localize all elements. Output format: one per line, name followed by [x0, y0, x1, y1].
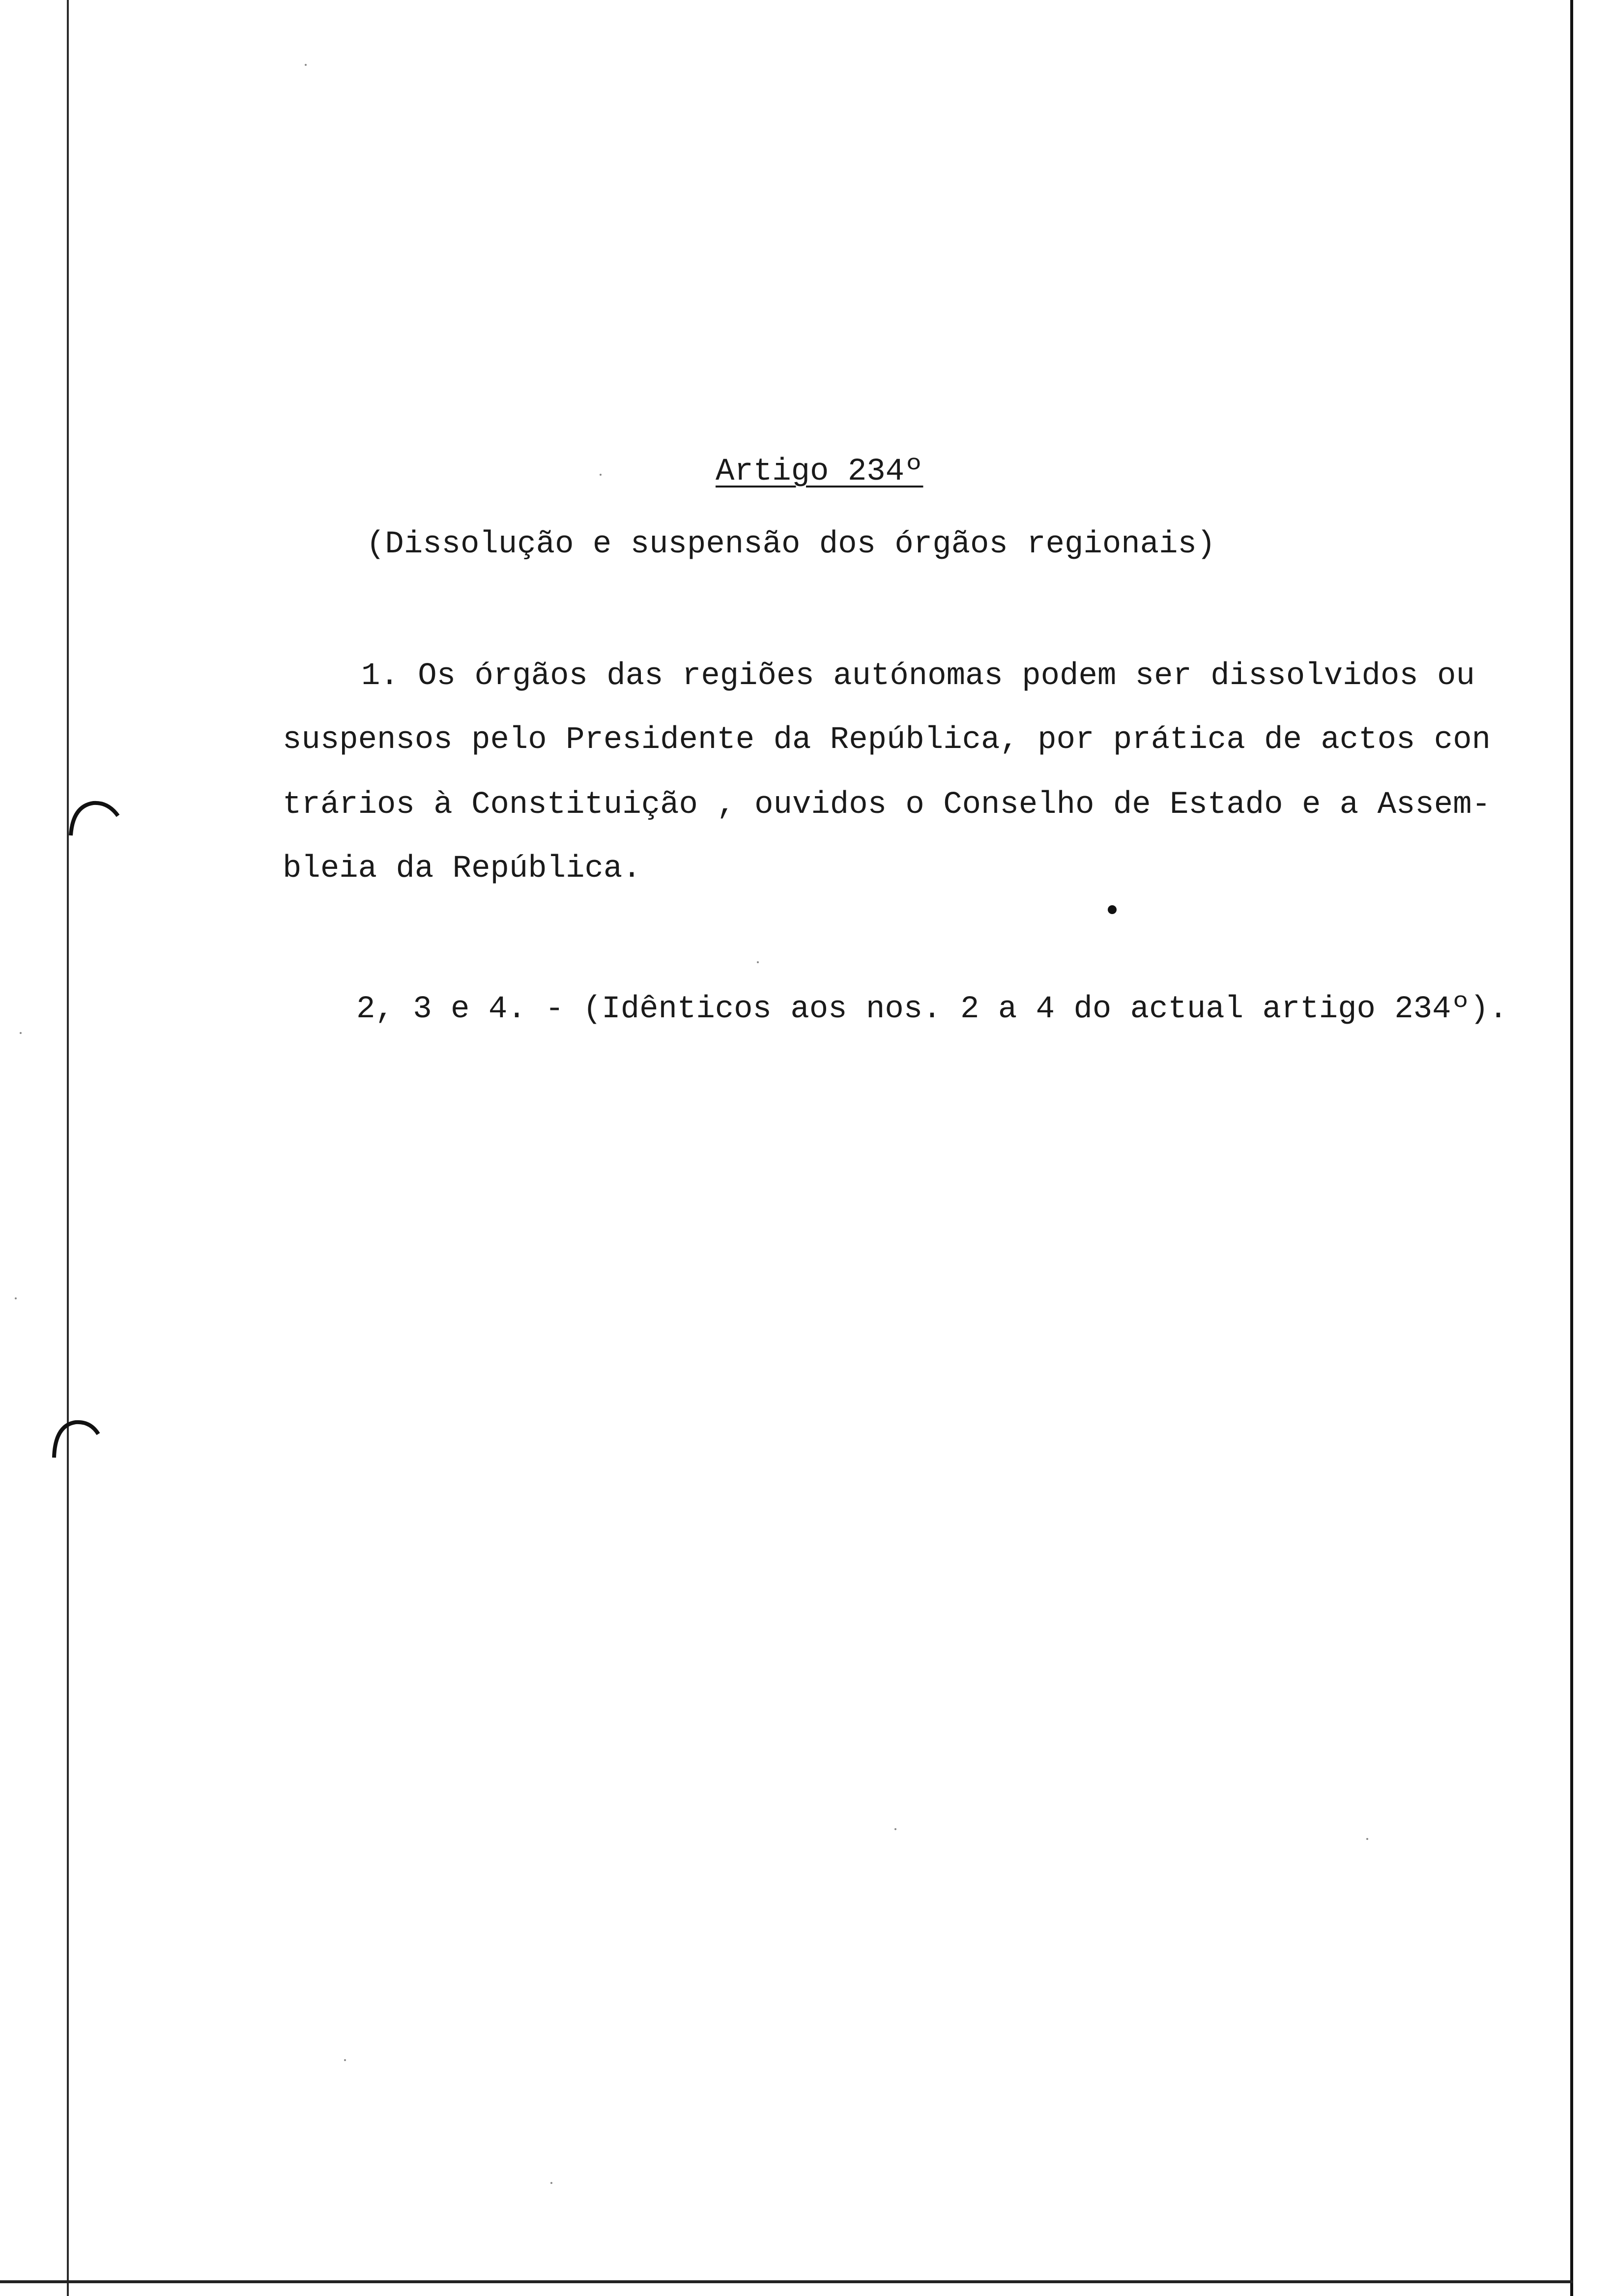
paragraph-1-line-2: suspensos pelo Presidente da República, por prática de actos con: [283, 722, 1491, 758]
paragraph-1-line-1: 1. Os órgãos das regiões autónomas podem ser dissolvidos ou: [361, 659, 1475, 694]
paragraph-1-line-3: trários à Constituição , ouvidos o Conselho de Estado e a Assem-: [283, 787, 1491, 823]
article-subtitle: (Dissolução e suspensão dos órgãos regionais): [366, 527, 1216, 562]
bottom-page-edge: [0, 2280, 1573, 2283]
punch-hole-mark-bottom: [49, 1415, 108, 1460]
scan-speck: [15, 1297, 17, 1299]
paragraph-2: 2, 3 e 4. - (Idênticos aos nos. 2 a 4 do actual artigo 234º).: [356, 992, 1508, 1027]
article-title: Artigo 234º: [716, 454, 923, 489]
scan-speck: [20, 1032, 22, 1034]
scan-speck: [757, 961, 759, 963]
scan-speck: [344, 2059, 346, 2061]
scan-speck: [600, 474, 602, 476]
paragraph-1-line-4: bleia da República.: [283, 851, 641, 887]
ink-dot: [1108, 905, 1117, 914]
punch-hole-mark-top: [69, 796, 128, 840]
right-page-edge: [1570, 0, 1573, 2296]
scan-speck: [550, 2182, 552, 2184]
left-margin-line: [67, 0, 69, 2296]
scan-speck: [894, 1828, 896, 1830]
scan-speck: [305, 64, 307, 66]
scan-speck: [1366, 1838, 1368, 1840]
